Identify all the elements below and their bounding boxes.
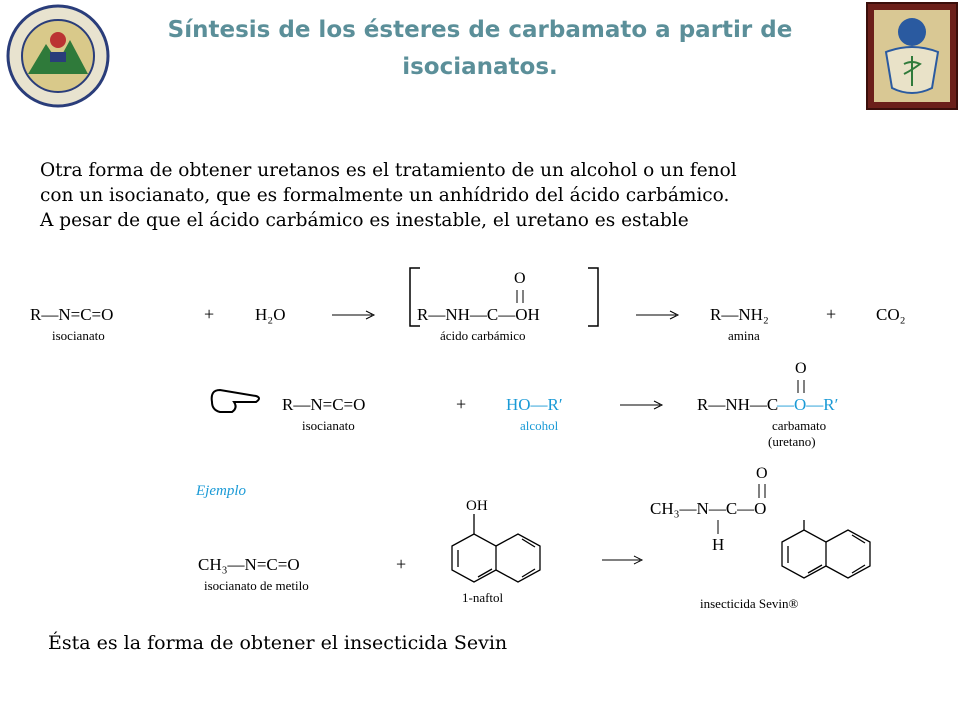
sevin-formula: CH₃—N—C—O: [650, 499, 767, 518]
slide-title: Síntesis de los ésteres de carbamato a partir de isocianatos.: [167, 17, 793, 80]
example-heading: Ejemplo: [196, 483, 246, 499]
naphthol-label: 1-naftol: [462, 590, 504, 605]
faculty-emblem-logo: [866, 2, 958, 110]
svg-text:O: O: [756, 465, 768, 482]
alcohol-formula: HO—R′: [506, 395, 563, 414]
amine-formula: R—NH₂: [710, 305, 769, 324]
isocyanate-formula: R—N=C=O: [282, 395, 366, 414]
svg-text:—O—R′: —O—R′: [777, 395, 839, 414]
co2-formula: CO₂: [876, 305, 906, 324]
alcohol-label: alcohol: [520, 418, 559, 433]
svg-text:O: O: [795, 360, 807, 377]
svg-text:O: O: [514, 270, 526, 287]
carbamate-formula: R—NH—C: [697, 395, 779, 414]
carbamic-acid-label: ácido carbámico: [440, 328, 526, 343]
svg-text:H: H: [712, 535, 725, 554]
university-seal-logo: [6, 4, 110, 108]
urethane-label: (uretano): [768, 434, 816, 449]
plus-sign: +: [204, 304, 215, 324]
sevin-naphthalene-structure: [782, 520, 870, 578]
methyl-isocyanate-formula: CH₃—N=C=O: [198, 555, 300, 574]
isocyanate-label: isocianato: [302, 418, 355, 433]
intro-line: con un isocianato, que es formalmente un anhídrido del ácido carbámico.: [40, 185, 730, 206]
carbamate-label: carbamato: [772, 418, 827, 433]
water-formula: H₂O: [255, 305, 286, 324]
methyl-isocyanate-label: isocianato de metilo: [204, 578, 309, 593]
plus-sign: +: [826, 304, 837, 324]
footer-caption: Ésta es la forma de obtener el insecticida Sevin: [48, 632, 508, 654]
plus-sign: +: [396, 554, 407, 574]
isocyanate-formula: R—N=C=O: [30, 305, 114, 324]
svg-text:OH: OH: [466, 498, 488, 514]
intro-paragraph: [40, 158, 920, 233]
sevin-label: insecticida Sevin®: [700, 596, 799, 611]
naphthol-structure: [452, 514, 540, 582]
pointing-hand-icon: [212, 390, 259, 412]
intro-line: A pesar de que el ácido carbámico es inestable, el uretano es estable: [40, 210, 689, 231]
carbamic-acid-formula: R—NH—C—OH: [417, 305, 540, 324]
plus-sign: +: [456, 394, 467, 414]
amine-label: amina: [728, 328, 760, 343]
isocyanate-label: isocianato: [52, 328, 105, 343]
reaction-scheme: [0, 258, 960, 628]
right-bracket: [588, 268, 598, 326]
intro-line: Otra forma de obtener uretanos es el tratamiento de un alcohol o un fenol: [40, 160, 737, 181]
